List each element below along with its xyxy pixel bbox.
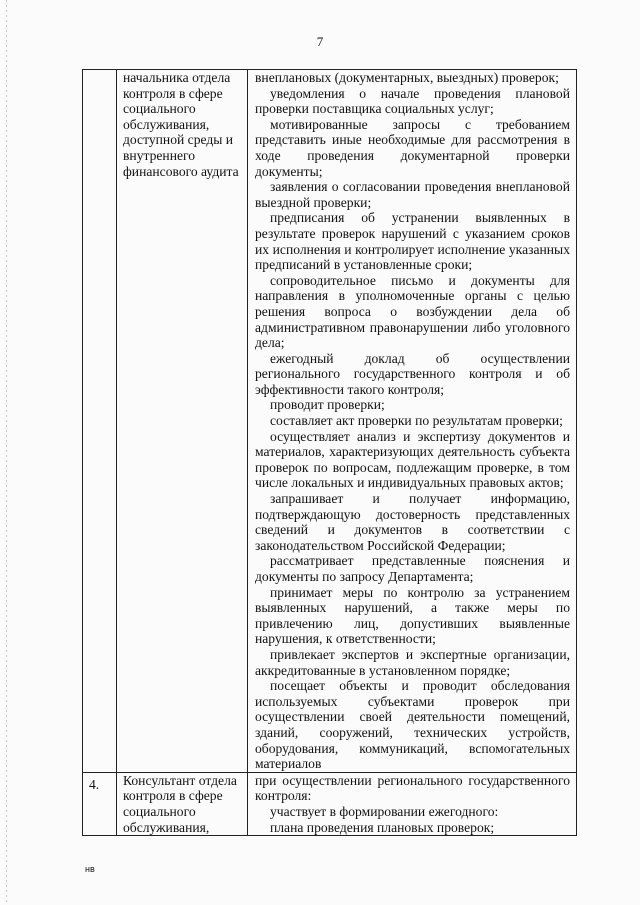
duty-paragraph: принимает меры по контролю за устранением выявленных нарушений, а также меры по привлечению лиц, допустивших выявленные нарушения, к ответственности; — [255, 584, 570, 647]
duty-paragraph: предписания об устранении выявленных в результате проверок нарушений с указанием сроков их исполнения и контролирует исполнение указанных предписаний в установленные сроки; — [255, 210, 570, 273]
duty-paragraph: проводит проверки; — [270, 397, 385, 413]
duty-paragraph: составляет акт проверки по результатам проверки; — [270, 413, 563, 429]
page-number: 7 — [316, 34, 324, 49]
duty-paragraph: участвует в формировании ежегодного: — [270, 803, 499, 819]
binding-edge — [6, 0, 7, 905]
duty-paragraph: при осуществлении регионального государственного контроля: — [255, 772, 570, 804]
duty-paragraph: мотивированные запросы с требованием представить иные необходимые для рассмотрения в ходе проведения документарной проверки документы; — [255, 116, 570, 179]
position-cell: Консультант отдела контроля в сфере социального обслуживания, — [117, 772, 248, 835]
duty-paragraph: запрашивает и получает информацию, подтверждающую достоверность представленных сведений и документов в соответствии с законодательством Российской Федерации; — [255, 491, 570, 553]
table-row — [83, 772, 577, 835]
duties-cell — [248, 772, 577, 835]
row-number-cell — [83, 70, 117, 773]
duties-cell — [248, 70, 577, 773]
duty-paragraph: сопроводительное письмо и документы для направления в уполномоченные органы с целью решения вопроса о возбуждении дела об административном правонарушении либо уголовного дела; — [255, 272, 570, 351]
duty-paragraph: внеплановых (документарных, выездных) проверок; — [255, 70, 559, 85]
duty-paragraph: привлекает экспертов и экспертные организации, аккредитованные в установленном порядке; — [255, 646, 570, 678]
row-number-cell: 4. — [83, 772, 117, 835]
duty-paragraph: посещает объекты и проводит обследования используемых субъектами проверок при осуществлении своей деятельности помещений, зданий, сооружений, технических устройств, оборудования, коммуникаций, вспомогательных материалов — [255, 678, 570, 772]
duty-paragraph: рассматривает представленные пояснения и документы по запросу Департамента; — [255, 553, 570, 584]
position-cell: начальника отдела контроля в сфере социального обслуживания, доступной среды и внутреннего финансового аудита — [117, 70, 248, 773]
duty-paragraph: уведомления о начале проведения плановой проверки поставщика социальных услуг; — [255, 85, 570, 117]
duty-paragraph: осуществляет анализ и экспертизу документов и материалов, характеризующих деятельность субъекта проверок по вопросам, подлежащим проверке, в том числе локальных и индивидуальных правовых актов; — [255, 428, 570, 491]
table-row — [83, 70, 577, 773]
duties-table — [82, 69, 577, 836]
footer-mark: нв — [85, 864, 95, 874]
duty-paragraph: ежегодный доклад об осуществлении регионального государственного контроля и об эффективности такого контроля; — [255, 350, 570, 397]
duty-paragraph: заявления о согласовании проведения внеплановой выездной проверки; — [255, 179, 570, 210]
duty-paragraph: плана проведения плановых проверок; — [270, 819, 495, 835]
